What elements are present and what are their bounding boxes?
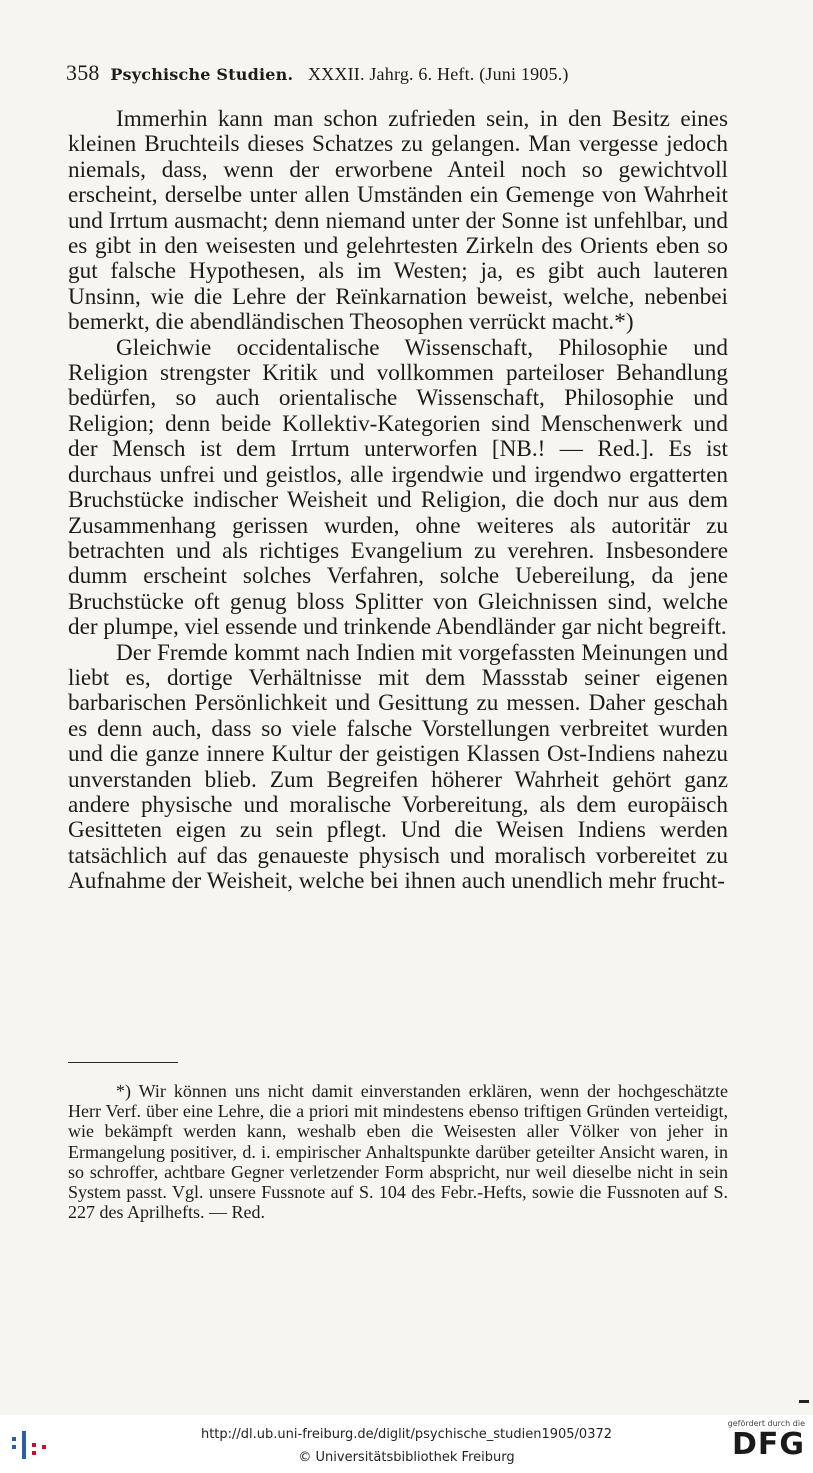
footnote-rule: [68, 1062, 178, 1063]
permalink-url[interactable]: http://dl.ub.uni-freiburg.de/diglit/psychische_studien1905/0372: [200, 1427, 613, 1442]
page-number: 358: [66, 60, 100, 85]
body-text: [68, 107, 728, 895]
running-head: [66, 60, 746, 86]
paragraph: Gleichwie occidentalische Wissenschaft, Philosophie und Religion strengster Kritik und vollkommen parteiloser Behandlung bedürfen, so auch orientalische Wissenschaft, Philosophie und Religion; denn beide Kollektiv-Kategorien sind Menschenwerk und der Mensch ist dem Irrtum unterworfen [NB.! — Red.]. Es ist durchaus unfrei und geistlos, alle irgendwie und irgendwo ergatterten Bruchstücke indischer Weisheit und Religion, die doch nur aus dem Zusammenhang gerissen wurden, ohne weiteres als autoritär zu betrachten und als richtiges Evangelium zu verehren. Insbesondere dumm erscheint solches Verfahren, solche Uebereilung, da jene Bruchstücke oft genug bloss Splitter von Gleichnissen sind, welche der plumpe, viel essende und trinkende Abendländer gar nicht begreift.: [68, 334, 728, 641]
copyright-notice: © Universitätsbibliothek Freiburg: [298, 1450, 515, 1465]
paragraph: Immerhin kann man schon zufrieden sein, in den Besitz eines kleinen Bruchteils dieses Schatzes zu gelangen. Man vergesse jedoch niemals, dass, wenn der erworbene Anteil noch so gewichtvoll erscheint, derselbe unter allen Umständen ein Gemenge von Wahrheit und Irrtum ausmacht; denn niemand unter der Sonne ist unfehlbar, und es gibt in den weisesten und gelehrtesten Zirkeln des Orients eben so gut falsche Hypothesen, als im Westen; ja, es gibt auch lauteren Unsinn, wie die Lehre der Reïnkarnation beweist, welche, nebenbei bemerkt, die abendländischen Theosophen verrückt macht.*): [68, 106, 728, 336]
dfg-caption: gefördert durch die: [727, 1419, 805, 1428]
scan-edge-mark: [799, 1400, 809, 1403]
dfg-logo: DFG: [731, 1427, 805, 1462]
paragraph: Der Fremde kommt nach Indien mit vorgefassten Meinungen und liebt es, dortige Verhältnisse mit dem Massstab seiner eigenen barbarischen Persönlichkeit und Gesittung zu messen. Daher geschah es denn auch, dass so viele falsche Vorstellungen verbreitet wurden und die ganze innere Kultur der geistigen Klassen Ost-Indiens nahezu unverstanden blieb. Zum Begreifen höherer Wahrheit gehört ganz andere physische und moralische Vorbereitung, als dem europäisch Gesitteten eigen zu sein pflegt. Und die Weisen Indiens werden tatsächlich auf das genaueste physisch und moralisch vorbereitet zu Aufnahme der Weisheit, welche bei ihnen auch unendlich mehr frucht-: [68, 639, 728, 895]
dfg-badge: [715, 1419, 805, 1461]
viewer-footer: [0, 1415, 813, 1473]
issue-info: XXXII. Jahrg. 6. Heft. (Juni 1905.): [307, 64, 569, 84]
journal-title: Psychische Studien.: [110, 65, 294, 84]
footnote: *) Wir können uns nicht damit einverstanden erklären, wenn der hochgeschätzte Herr Verf. über eine Lehre, die a priori mit mindestens ebenso triftigen Gründen verteidigt, wie bekämpft werden kann, weshalb eben die Weisesten aller Völker von jeher in Ermangelung positiver, d. i. empirischer Anhaltspunkte darüber geteilter Ansicht waren, in so schroffer, achtbare Gegner verletzender Form abspricht, nur weil dieselbe nicht in sein System passt. Vgl. unsere Fussnote auf S. 104 des Febr.-Hefts, sowie die Fussnoten auf S. 227 des Aprilhefts. — Red.: [68, 1081, 728, 1223]
